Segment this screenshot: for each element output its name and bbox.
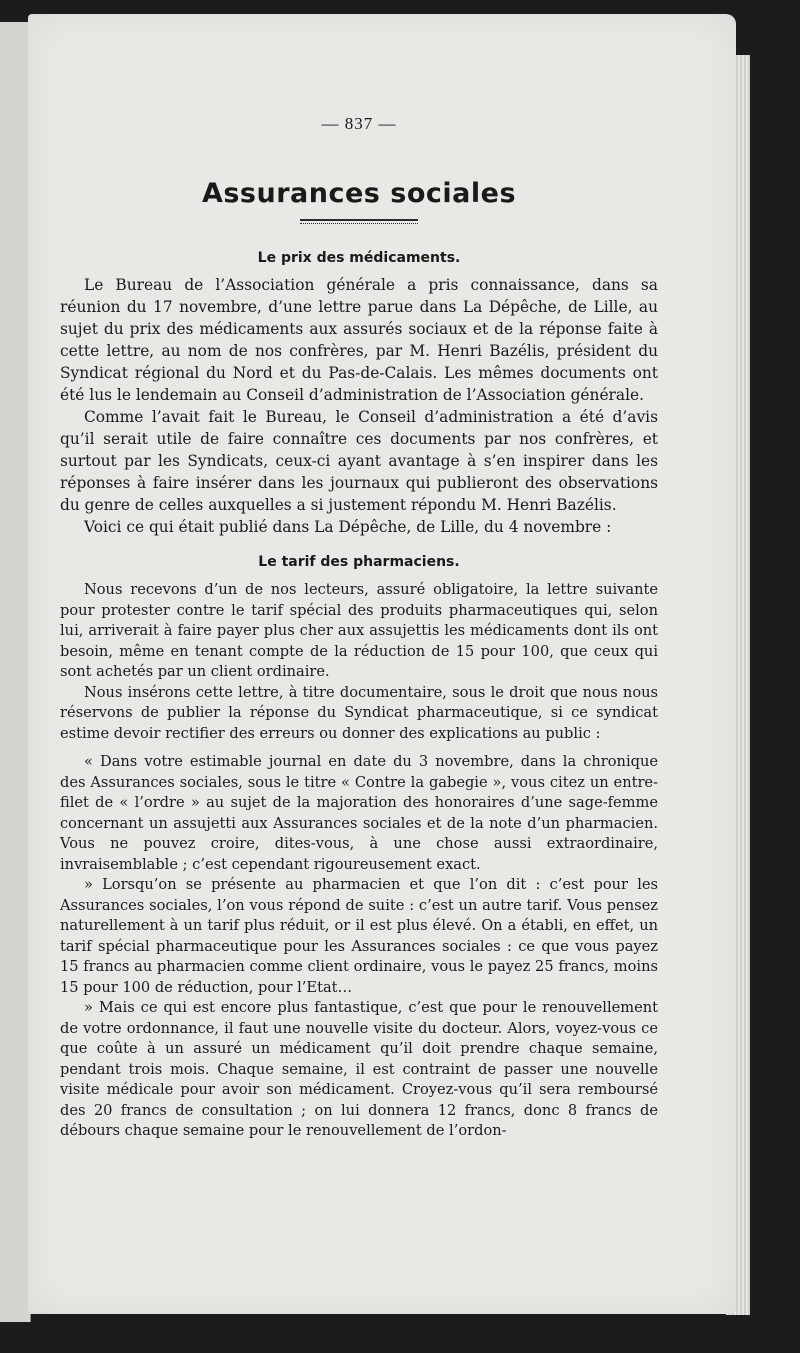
paragraph: Le Bureau de l’Association générale a pris connaissance, dans sa réunion du 17 novembre, d’une lettre parue dans La Dépêche, de Lille, au sujet du prix des médicaments aux assurés sociaux et de la réponse faite à cette lettre, au nom de nos confrères, par M. Henri Bazélis, président du Syndicat régional du Nord et du Pas-de-Calais. Les mêmes documents ont été lus le lendemain au Conseil d’administration de l’Association générale. — [60, 276, 658, 404]
quoted-letter-paragraph: « Dans votre estimable journal en date du 3 novembre, dans la chronique des Assurances sociales, sous le titre « Contre la gabegie », vous citez un entre-filet de « l’ordre » au sujet de la majoration des honoraires d’une sage-femme concernant un assujetti aux Assurances sociales et de la note d’un pharmacien. Vous ne pouvez croire, dites-vous, à une chose aussi extraordinaire, invraisemblable ; c’est cependant rigoureusement exact. — [60, 753, 658, 873]
page-number: — 837 — — [321, 114, 397, 133]
title-rule — [300, 219, 418, 224]
paragraph: Comme l’avait fait le Bureau, le Conseil d’administration a été d’avis qu’il serait utile de faire connaître ces documents par nos confrères, et surtout par les Syndicats, ceux-ci ayant avantage à s’en inspirer dans les réponses à faire insérer dans les journaux qui publieront des observations du genre de celles auxquelles a si justement répondu M. Henri Bazélis. — [60, 408, 658, 514]
section-heading-tarif: Le tarif des pharmaciens. — [258, 554, 460, 570]
quoted-letter-paragraph: » Mais ce qui est encore plus fantastique, c’est que pour le renouvellement de votre ordonnance, il faut une nouvelle visite du docteur. Alors, voyez-vous ce que coûte à un assuré un médicament qu’il doit prendre chaque semaine, pendant trois mois. Chaque semaine, il est contraint de passer une nouvelle visite médicale pour avoir son médicament. Croyez-vous qu’il sera remboursé des 20 francs de consultation ; on lui donnera 12 francs, donc 8 francs de débours chaque semaine pour le renouvellement de l’ordon- — [60, 999, 658, 1139]
paragraph: Voici ce qui était publié dans La Dépêche, de Lille, du 4 novembre : — [84, 518, 612, 536]
quoted-letter-paragraph: » Lorsqu’on se présente au pharmacien et que l’on dit : c’est pour les Assurances sociales, l’on vous répond de suite : c’est un autre tarif. Vous pensez naturellement à un tarif plus réduit, or il est plus élevé. On a établi, en effet, un tarif spécial pharmaceutique pour les Assurances sociales : ce que vous payez 15 francs au pharmacien comme client ordinaire, vous le payez 25 francs, moins 15 pour 100 de réduction, pour l’Etat… — [60, 876, 658, 996]
section-heading-prix: Le prix des médicaments. — [257, 250, 461, 266]
page-sheet — [28, 14, 736, 1314]
page-title: Assurances sociales — [201, 178, 517, 209]
page-content — [60, 114, 658, 1142]
paragraph: Nous insérons cette lettre, à titre documentaire, sous le droit que nous nous réservons de publier la réponse du Syndicat pharmaceutique, si ce syndicat estime devoir rectifier des erreurs ou donner des explications au public : — [60, 683, 658, 742]
left-page-edge — [0, 22, 31, 1322]
paragraph: Nous recevons d’un de nos lecteurs, assuré obligatoire, la lettre suivante pour protester contre le tarif spécial des produits pharmaceutiques qui, selon lui, arriverait à faire payer plus cher aux assujettis les médicaments dont ils ont besoin, même en tenant compte de la réduction de 15 pour 100, que ceux qui sont achetés par un client ordinaire. — [60, 581, 658, 680]
